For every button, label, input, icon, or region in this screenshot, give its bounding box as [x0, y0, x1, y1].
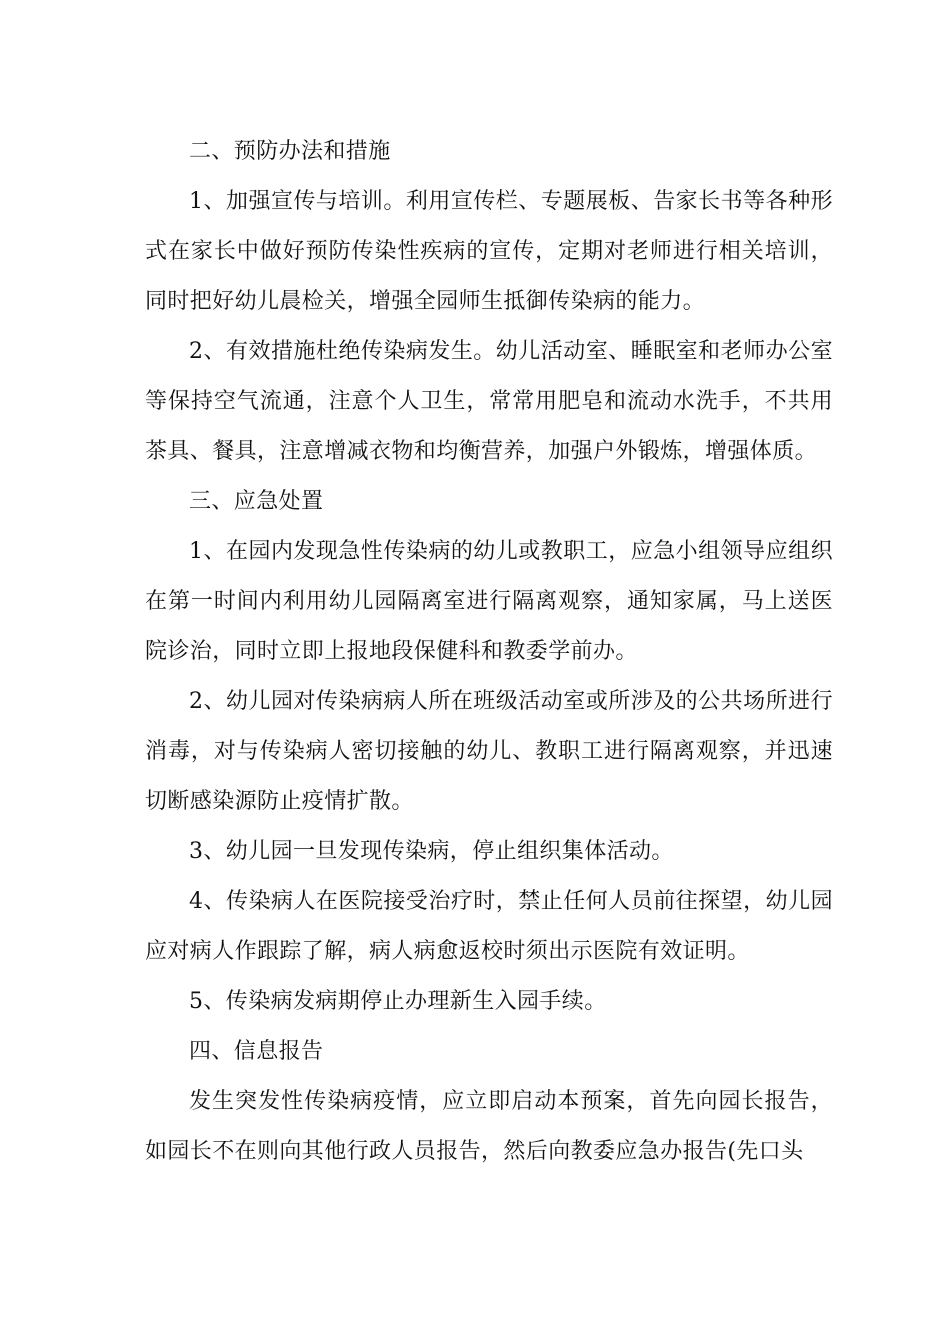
paragraph-emergency-4: 4、传染病人在医院接受治疗时，禁止任何人员前往探望，幼儿园应对病人作跟踪了解，病人病愈返校时须出示医院有效证明。 — [145, 889, 833, 964]
section-heading-reporting: 四、信息报告 — [189, 1039, 324, 1064]
paragraph-emergency-5: 5、传染病发病期停止办理新生入园手续。 — [189, 989, 607, 1014]
document-body — [145, 127, 833, 1177]
paragraph-effective-measures: 2、有效措施杜绝传染病发生。幼儿活动室、睡眠室和老师办公室等保持空气流通，注意个人卫生，常常用肥皂和流动水洗手，不共用茶具、餐具，注意增减衣物和均衡营养，加强户外锻炼，增强体质。 — [145, 339, 833, 464]
section-heading-emergency: 三、应急处置 — [189, 489, 324, 514]
paragraph-reporting: 发生突发性传染病疫情，应立即启动本预案，首先向园长报告，如园长不在则向其他行政人员报告，然后向教委应急办报告(先口头 — [145, 1089, 833, 1164]
paragraph-emergency-3: 3、幼儿园一旦发现传染病，停止组织集体活动。 — [189, 839, 674, 864]
paragraph-publicity-training: 1、加强宣传与培训。利用宣传栏、专题展板、告家长书等各种形式在家长中做好预防传染性疾病的宣传，定期对老师进行相关培训，同时把好幼儿晨检关，增强全园师生抵御传染病的能力。 — [145, 189, 833, 314]
section-heading-prevention: 二、预防办法和措施 — [189, 139, 391, 164]
paragraph-emergency-1: 1、在园内发现急性传染病的幼儿或教职工，应急小组领导应组织在第一时间内利用幼儿园隔离室进行隔离观察，通知家属，马上送医院诊治，同时立即上报地段保健科和教委学前办。 — [145, 539, 833, 664]
paragraph-emergency-2: 2、幼儿园对传染病病人所在班级活动室或所涉及的公共场所进行消毒，对与传染病人密切接触的幼儿、教职工进行隔离观察，并迅速切断感染源防止疫情扩散。 — [145, 689, 833, 814]
